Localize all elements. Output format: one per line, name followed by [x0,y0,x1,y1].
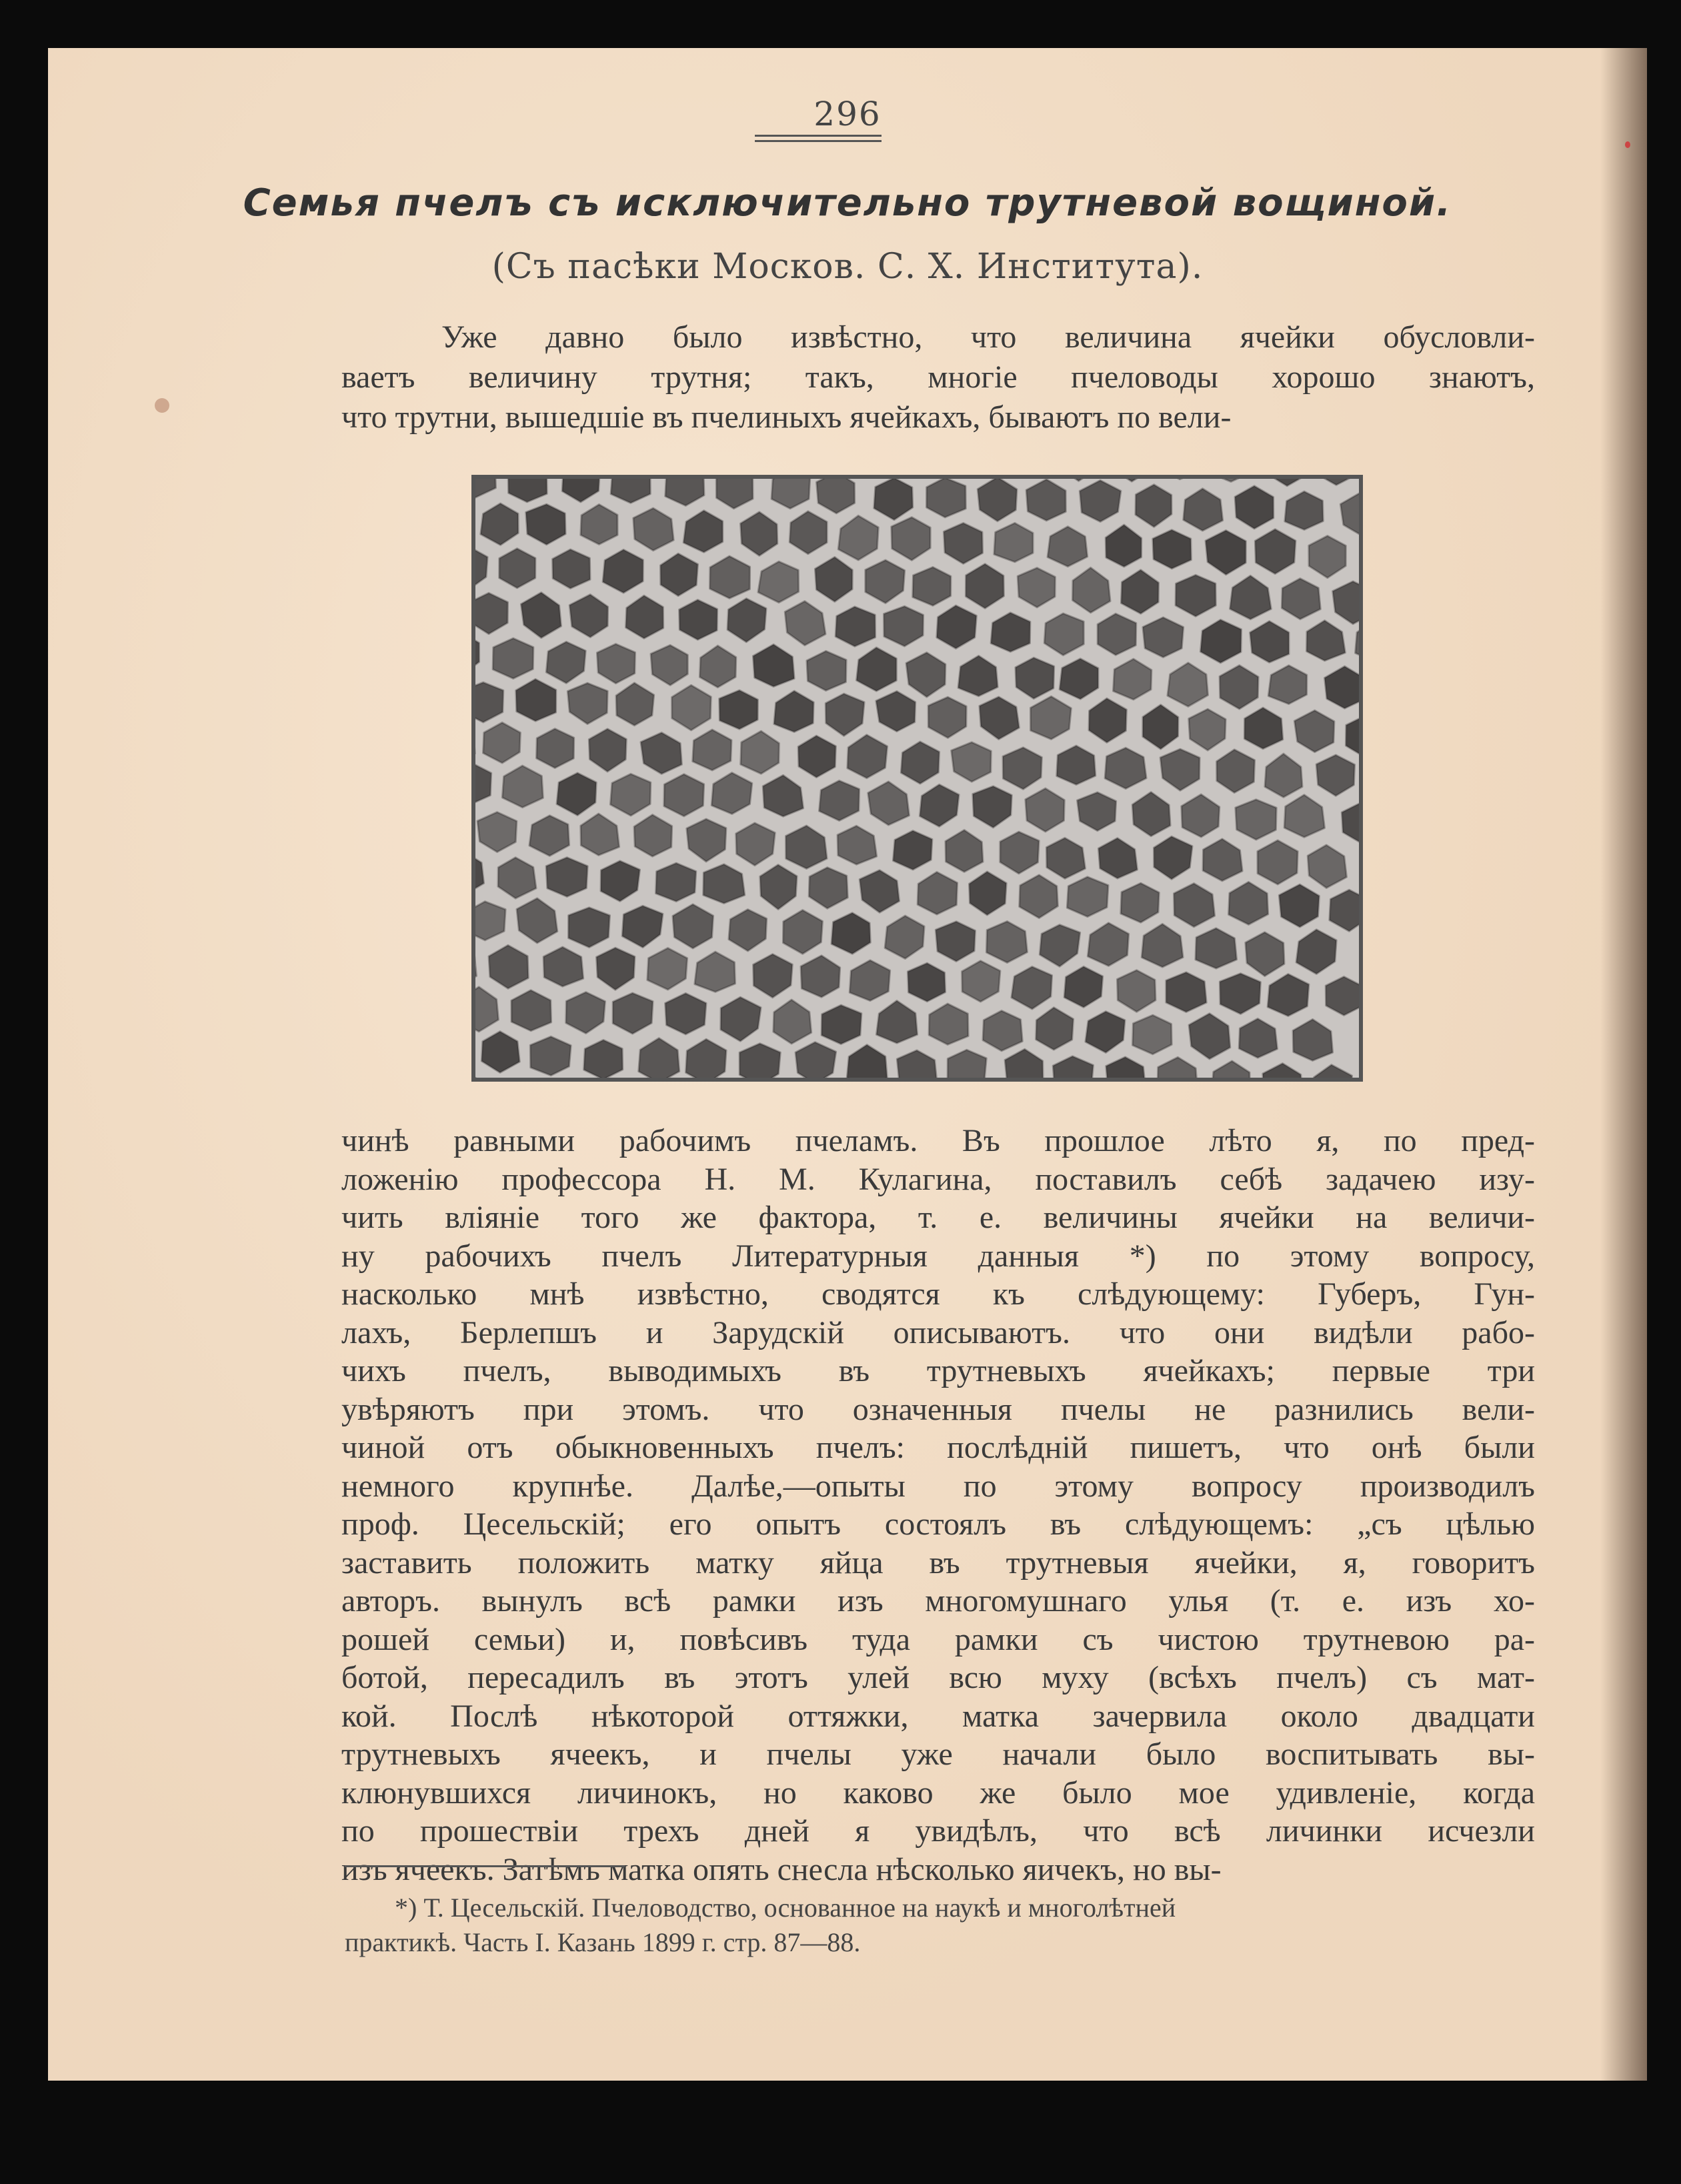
page-gutter-shadow [1600,48,1647,2081]
text-line: ваетъ величину трутня; такъ, многіе пчеловоды хорошо знаютъ, [341,359,1535,395]
comb-cell [537,729,574,768]
text-line: насколько мнѣ извѣстно, сводятся къ слѣдующему: Губеръ, Гун- [341,1276,1535,1312]
comb-cell [927,479,966,517]
text-line: кой. Послѣ нѣкоторой оттяжки, матка зачервила около двадцати [341,1698,1535,1734]
footnote-line: практикѣ. Часть І. Казань 1899 г. стр. 87—88. [345,1927,861,1957]
comb-cell [584,1040,623,1078]
text-line: немного крупнѣе. Далѣе,—опыты по этому вопросу производилъ [341,1468,1535,1504]
comb-cell [1067,877,1108,917]
text-line: Уже давно было извѣстно, что величина ячейки обусловли- [441,319,1535,355]
comb-cell [530,1036,571,1075]
comb-cell [493,638,533,678]
text-line: чить вліяніе того же фактора, т. е. величины ячейки на величи- [341,1200,1535,1235]
text-line: лахъ, Берлепшъ и Зарудскій описываютъ. что они видѣли рабо- [341,1314,1535,1350]
text-line: рошей семьи) и, повѣсивъ туда рамки съ чистою трутневою ра- [341,1621,1535,1657]
text-line: что трутни, вышедшіе въ пчелиныхъ ячейкахъ, бываютъ по вели- [341,399,1232,435]
comb-cell [1143,618,1184,658]
page-number-rule [755,135,882,137]
page-number: 296 [813,95,882,133]
comb-cell [656,863,696,901]
text-line: авторъ. вынулъ всѣ рамки изъ многомушнаго улья (т. е. изъ хо- [341,1583,1535,1618]
comb-cell [553,550,590,588]
honeycomb-cells-image [475,479,1359,1078]
footnote-rule [345,1865,625,1867]
comb-cell [821,1005,862,1044]
text-line: по прошествіи трехъ дней я увидѣлъ, что всѣ личинки исчезли [341,1813,1535,1849]
comb-cell [546,858,587,897]
text-line: клюнувшихся личинокъ, но каково же было мое удивленіе, когда [341,1775,1535,1811]
comb-cell [719,690,758,729]
text-line: чихъ пчелъ, выводимыхъ въ трутневыхъ ячейкахъ; первые три [341,1353,1535,1388]
text-line: заставить положить матку яйца въ трутневыя ячейки, я, говоритъ [341,1544,1535,1580]
comb-cell [1153,530,1192,569]
text-line: ну рабочихъ пчелъ Литературныя данныя *) по этому вопросу, [341,1238,1535,1274]
paper-stain [155,398,169,413]
comb-cell [807,651,846,690]
book-page [48,48,1647,2081]
text-line: ложенію профессора Н. М. Кулагина, поставилъ себѣ задачею изу- [341,1161,1535,1197]
comb-cell [913,567,951,606]
text-line: чинѣ равными рабочимъ пчеламъ. Въ прошлое лѣто я, по пред- [341,1123,1535,1158]
page-number-rule [755,140,882,142]
text-line: чиной отъ обыкновенныхъ пчелъ: послѣдній пишетъ, что онѣ были [341,1430,1535,1465]
text-line: проф. Цесельскій; его опытъ состоялъ въ слѣдующемъ: „съ цѣлью [341,1506,1535,1542]
text-line: изъ ячеекъ. Затѣмъ матка опять снесла нѣсколько яичекъ, но вы- [341,1851,1222,1887]
comb-cell [1133,1015,1172,1054]
paper-stain [1625,141,1630,148]
footnote-line: *) Т. Цесельскій. Пчеловодство, основанное на наукѣ и многолѣтней [395,1893,1176,1923]
text-line: увѣряютъ при этомъ. что означенныя пчелы не разнились вели- [341,1391,1535,1427]
article-title: Семья пчелъ съ исключительно трутневой вощиной. [243,181,1452,225]
comb-cell [835,607,876,646]
text-line: трутневыхъ ячеекъ, и пчелы уже начали было воспитывать вы- [341,1737,1535,1772]
comb-cell [499,549,535,588]
honeycomb-photo [471,475,1363,1082]
comb-cell [679,600,717,640]
article-subtitle: (Съ пасѣки Москов. С. Х. Института). [491,247,1204,287]
text-line: ботой, пересадилъ въ этотъ улей всю муху (всѣхъ пчелъ) съ мат- [341,1660,1535,1695]
comb-cell [908,963,945,1001]
